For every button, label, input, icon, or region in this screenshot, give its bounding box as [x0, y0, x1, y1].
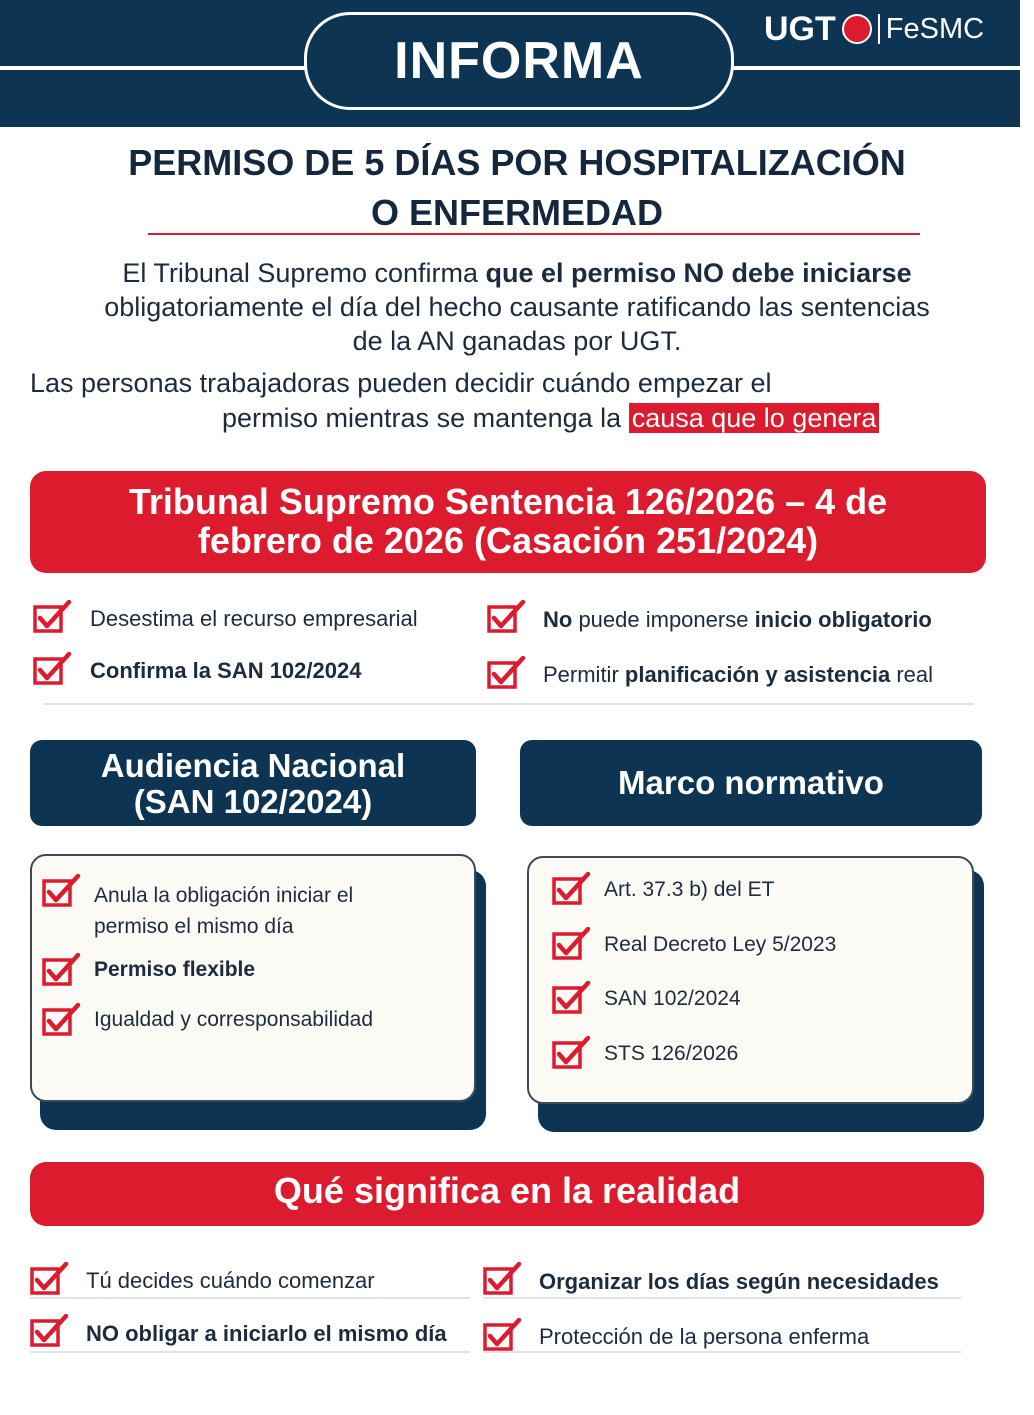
logo-ugt: UGT	[764, 9, 836, 48]
title-line-2: O ENFERMEDAD	[370, 192, 663, 233]
ugt-fesmc-logo	[764, 8, 984, 50]
checkbox-checked-icon	[483, 1262, 525, 1296]
mn-item-sts: STS 126/2026	[604, 1042, 739, 1065]
an-item-annul-line-2: permiso el mismo día	[94, 915, 294, 938]
checkbox-checked-icon	[42, 874, 84, 908]
reality-item-organize: Organizar los días según necesidades	[539, 1269, 939, 1294]
audiencia-nacional-heading	[30, 740, 476, 826]
ts-item-planning	[543, 662, 933, 688]
intro-line-2: obligatoriamente el día del hecho causante ratificando las sentencias	[104, 292, 930, 322]
checkbox-checked-icon	[30, 1314, 72, 1348]
logo-fesmc: FeSMC	[885, 12, 985, 45]
decision-text: permiso mientras se mantenga la	[222, 403, 629, 433]
an-head-line-1: Audiencia Nacional	[100, 747, 406, 784]
item-underline	[30, 1297, 470, 1299]
ts-banner-line-2: febrero de 2026 (Casación 251/2024)	[197, 520, 819, 561]
an-item-equality: Igualdad y corresponsabilidad	[94, 1008, 374, 1031]
bold-no: No	[543, 607, 573, 632]
intro-line-3: de la AN ganadas por UGT.	[352, 326, 682, 356]
item-underline	[483, 1351, 961, 1353]
an-item-annul-line-1: Anula la obligación iniciar el	[94, 884, 354, 907]
checkbox-checked-icon	[487, 656, 529, 690]
intro-paragraph	[0, 256, 1034, 358]
reality-item-protection: Protección de la persona enferma	[539, 1324, 870, 1349]
marco-normativo-heading: Marco normativo	[520, 740, 982, 826]
bold-planning: planificación y asistencia	[624, 662, 891, 687]
an-head-line-2: (SAN 102/2024)	[133, 783, 373, 820]
checkbox-checked-icon	[487, 600, 529, 634]
checkbox-checked-icon	[42, 953, 84, 987]
reality-item-no-obligation: NO obligar a iniciarlo el mismo día	[86, 1321, 447, 1346]
ts-item-confirm-san: Confirma la SAN 102/2024	[90, 658, 362, 683]
section-divider	[44, 703, 974, 705]
bold-mandatory-start: inicio obligatorio	[754, 607, 932, 632]
item-underline	[30, 1351, 470, 1353]
mn-item-rdl: Real Decreto Ley 5/2023	[604, 933, 837, 956]
mn-item-san: SAN 102/2024	[604, 987, 741, 1010]
checkbox-checked-icon	[30, 1262, 72, 1296]
an-item-flexible: Permiso flexible	[94, 958, 256, 981]
handshake-emblem-icon	[842, 14, 872, 44]
text-post: real	[890, 662, 934, 687]
decision-line-1: Las personas trabajadoras pueden decidir cuándo empezar el	[30, 368, 772, 398]
intro-text-start: El Tribunal Supremo confirma	[122, 258, 486, 288]
cause-highlight: causa que lo genera	[629, 403, 880, 433]
ts-item-dismiss-appeal: Desestima el recurso empresarial	[90, 606, 418, 631]
title-underline	[148, 233, 920, 235]
checkbox-checked-icon	[33, 652, 75, 686]
checkbox-checked-icon	[552, 981, 594, 1015]
informa-badge: INFORMA	[304, 12, 734, 110]
title-line-1: PERMISO DE 5 DÍAS POR HOSPITALIZACIÓN	[128, 142, 906, 183]
an-item-annul	[94, 880, 353, 942]
ts-item-no-mandatory-start	[543, 607, 932, 633]
logo-separator	[878, 14, 880, 44]
checkbox-checked-icon	[42, 1003, 84, 1037]
checkbox-checked-icon	[483, 1318, 525, 1352]
reality-banner: Qué significa en la realidad	[30, 1162, 984, 1226]
intro-bold: que el permiso NO debe iniciarse	[485, 258, 912, 288]
supreme-court-banner	[30, 471, 986, 573]
checkbox-checked-icon	[33, 600, 75, 634]
checkbox-checked-icon	[552, 927, 594, 961]
text-pre: Permitir	[543, 662, 625, 687]
checkbox-checked-icon	[552, 872, 594, 906]
item-underline	[483, 1297, 961, 1299]
decision-line-2	[222, 401, 1002, 435]
mn-item-art: Art. 37.3 b) del ET	[604, 878, 775, 901]
text-mid: puede imponerse	[572, 607, 755, 632]
checkbox-checked-icon	[552, 1036, 594, 1070]
ts-banner-line-1: Tribunal Supremo Sentencia 126/2026 – 4 de	[128, 481, 888, 522]
reality-item-you-decide: Tú decides cuándo comenzar	[86, 1268, 375, 1293]
page-title	[0, 138, 1034, 238]
